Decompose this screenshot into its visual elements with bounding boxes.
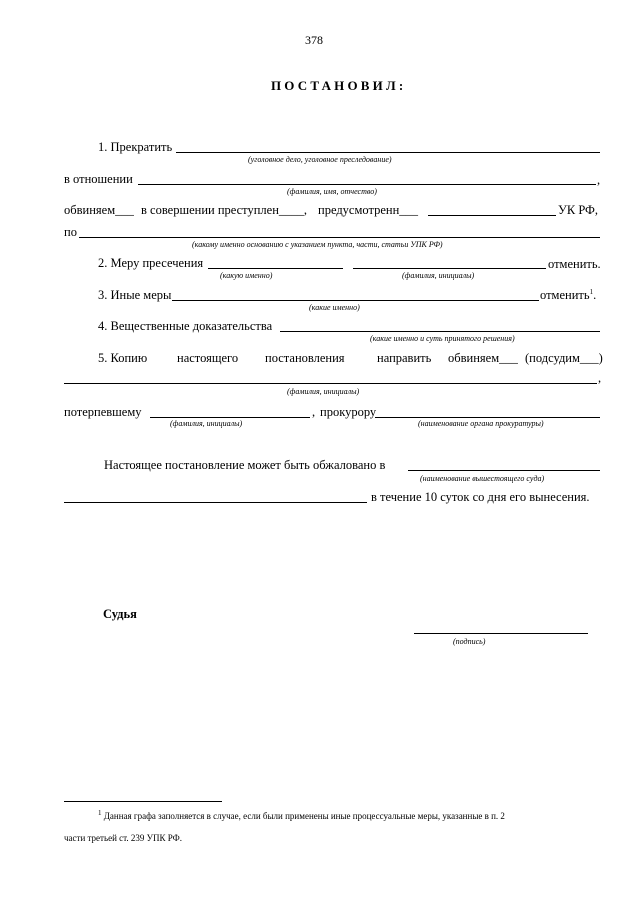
document-heading: ПОСТАНОВИЛ: <box>271 78 407 93</box>
item3-action-text: отменить <box>540 288 590 302</box>
signature-line[interactable] <box>414 633 588 634</box>
item5-word-5: обвиняем___ <box>448 351 518 365</box>
in-crime-label: в совершении преступлен____, <box>141 203 308 217</box>
appeal-term: в течение 10 суток со дня его вынесения. <box>371 490 590 504</box>
item2-caption-which: (какую именно) <box>220 271 273 280</box>
prosecutor-label: прокурору <box>320 405 377 419</box>
judge-label: Судья <box>103 607 137 621</box>
footnote-text-1: Данная графа заполняется в случае, если были применены иные процессуальные меры, указанные в п. 2 <box>103 811 505 821</box>
accused-label: обвиняем___ <box>64 203 134 217</box>
item5-comma: , <box>598 371 602 385</box>
item3-label: 3. Иные меры <box>98 288 172 302</box>
footnote-line-1 <box>98 811 505 821</box>
item3-period: . <box>593 288 597 302</box>
provided-label: предусмотренн___ <box>318 203 419 217</box>
in-respect-comma: , <box>597 173 601 187</box>
footnote-line-2: части третьей ст. 239 УПК РФ. <box>64 833 182 843</box>
basis-fill-line[interactable] <box>79 237 600 238</box>
in-respect-label: в отношении <box>64 172 133 186</box>
item2-action: отменить. <box>548 257 601 271</box>
item5-caption: (фамилия, инициалы) <box>287 387 360 396</box>
item4-label: 4. Вещественные доказательства <box>98 319 273 333</box>
basis-label: по <box>64 225 77 239</box>
item5-fill-line[interactable] <box>64 383 597 384</box>
appeal-text: Настоящее постановление может быть обжаловано в <box>104 458 386 472</box>
victim-fill-line[interactable] <box>150 417 310 418</box>
victim-label: потерпевшему <box>64 405 142 419</box>
item5-word-1: 5. Копию <box>98 351 148 365</box>
appeal-caption: (наименование вышестоящего суда) <box>420 474 545 483</box>
code-label: УК РФ, <box>558 203 599 217</box>
item3-action <box>540 288 596 303</box>
prosecutor-fill-line[interactable] <box>375 417 600 418</box>
item2-caption-name: (фамилия, инициалы) <box>402 271 475 280</box>
footnote-mark: 1 <box>98 809 102 817</box>
in-respect-caption: (фамилия, имя, отчество) <box>287 187 377 196</box>
item1-fill-line[interactable] <box>176 152 600 153</box>
page-number: 378 <box>305 33 323 47</box>
item5-word-4: направить <box>377 351 432 365</box>
victim-comma: , <box>312 405 316 419</box>
measure-which-fill-line[interactable] <box>208 268 343 269</box>
item1-label: 1. Прекратить <box>98 140 173 154</box>
item4-caption: (какие именно и суть принятого решения) <box>370 334 515 343</box>
item5-word-2: настоящего <box>177 351 239 365</box>
measure-name-fill-line[interactable] <box>353 268 546 269</box>
item2-label: 2. Меру пресечения <box>98 256 204 270</box>
footnote-reference: 1 <box>589 287 594 296</box>
code-article-fill-line[interactable] <box>428 215 556 216</box>
in-respect-fill-line[interactable] <box>138 184 596 185</box>
appeal-continuation-fill-line[interactable] <box>64 502 367 503</box>
item3-caption: (какие именно) <box>309 303 360 312</box>
prosecutor-caption: (наименование органа прокуратуры) <box>418 419 544 428</box>
victim-caption: (фамилия, инициалы) <box>170 419 243 428</box>
item1-caption: (уголовное дело, уголовное преследование) <box>248 155 392 164</box>
basis-caption: (какому именно основанию с указанием пункта, части, статьи УПК РФ) <box>192 240 443 249</box>
item3-fill-line[interactable] <box>172 300 539 301</box>
item5-word-3: постановления <box>265 351 345 365</box>
footnote-separator <box>64 801 222 802</box>
item5-word-6: (подсудим___) <box>525 351 603 365</box>
appeal-court-fill-line[interactable] <box>408 470 600 471</box>
item4-fill-line[interactable] <box>280 331 600 332</box>
signature-caption: (подпись) <box>453 637 486 646</box>
